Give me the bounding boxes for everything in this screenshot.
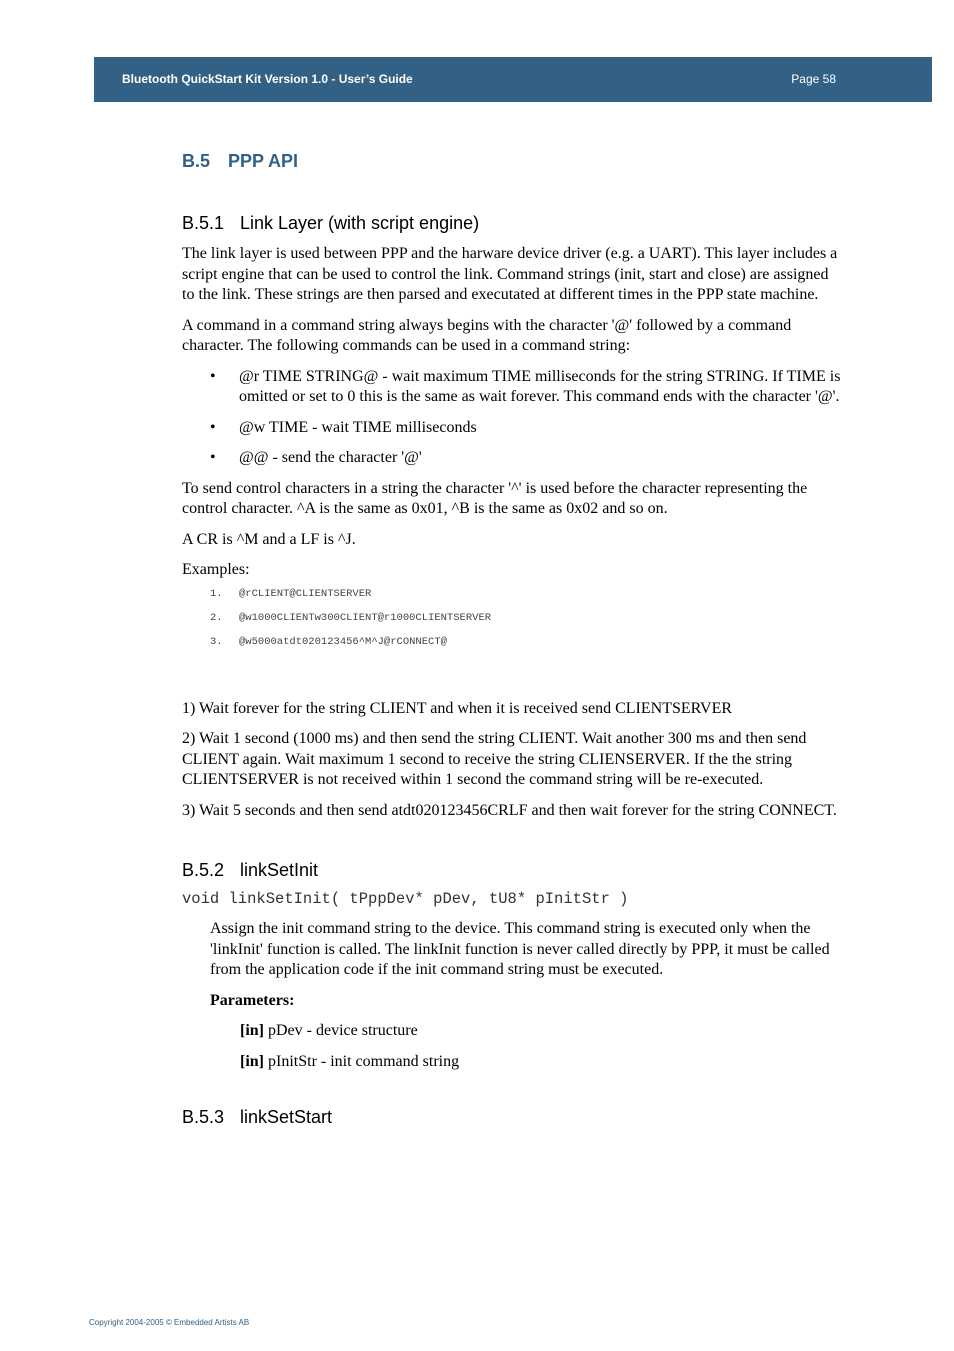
paragraph: To send control characters in a string the character '^' is used before the character representing the control character. ^A is the same as 0x01, ^B is the same as 0x02 and so on.	[182, 479, 808, 517]
bullet-icon: •	[210, 418, 216, 436]
example-number: 3.	[210, 635, 223, 648]
example-code: @w5000atdt020123456^M^J@rCONNECT@	[239, 635, 447, 648]
list-item-text: @w TIME - wait TIME milliseconds	[239, 418, 477, 436]
list-item-text: @@ - send the character '@'	[239, 449, 422, 466]
section-heading	[182, 150, 842, 172]
subsection-heading-1	[182, 212, 842, 234]
page-number: Page 58	[791, 72, 836, 86]
subsection-title: linkSetInit	[240, 860, 319, 880]
param-text: pDev - device structure	[264, 1022, 418, 1039]
subsection-number: B.5.2	[182, 860, 225, 880]
section-number: B.5	[182, 151, 211, 171]
list-item	[182, 448, 842, 469]
section-title: PPP API	[228, 151, 299, 171]
examples-list	[182, 587, 842, 649]
example-explanation: 2) Wait 1 second (1000 ms) and then send the string CLIENT. Wait another 300 ms and then send CLIENT again. Wait maximum 1 second to receive the string CLIENSERVER. If the the string CLIENTSERVER is not received within 1 second the command string will be re-executed.	[182, 730, 807, 788]
example-number: 2.	[210, 611, 223, 624]
subsection-number: B.5.1	[182, 213, 225, 233]
examples-label: Examples:	[182, 561, 250, 578]
example-number: 1.	[210, 587, 223, 600]
document-body	[182, 150, 842, 1128]
example-code: @rCLIENT@CLIENTSERVER	[239, 587, 372, 600]
example-explanation: 3) Wait 5 seconds and then send atdt020123456CRLF and then wait forever for the string CONNECT.	[182, 801, 837, 819]
bullet-icon: •	[210, 449, 216, 466]
code-example	[182, 635, 842, 649]
parameters-label: Parameters:	[210, 991, 295, 1009]
command-list	[182, 367, 842, 469]
example-explanation: 1) Wait forever for the string CLIENT and when it is received send CLIENTSERVER	[182, 699, 733, 717]
paragraph: A CR is ^M and a LF is ^J.	[182, 530, 356, 548]
param-direction: [in]	[240, 1052, 264, 1070]
list-item	[182, 367, 842, 408]
function-signature: void linkSetInit( tPppDev* pDev, tU8* pInitStr )	[182, 890, 629, 908]
list-item	[182, 418, 842, 439]
page-header	[94, 57, 932, 102]
copyright-footer: Copyright 2004-2005 © Embedded Artists AB	[89, 1318, 250, 1327]
list-item-text: @r TIME STRING@ - wait maximum TIME milliseconds for the string STRING. If TIME is omitted or set to 0 this is the same as wait forever. This command ends with the character '@'.	[239, 367, 841, 405]
code-example	[182, 587, 842, 601]
parameter	[240, 1052, 842, 1073]
paragraph: The link layer is used between PPP and the harware device driver (e.g. a UART). This layer includes a script engine that can be used to control the link. Command strings (init, start and close) are assigned to the link. These strings are then parsed and executated at different times in the PPP state machine.	[182, 245, 838, 303]
function-description: Assign the init command string to the device. This command string is executed only when the 'linkInit' function is called. The linkInit function is never called directly by PPP, it must be called from the application code if the init command string must be executed.	[210, 920, 830, 978]
param-text: pInitStr - init command string	[264, 1052, 460, 1070]
subsection-heading-2	[182, 859, 842, 881]
subsection-heading-3	[182, 1106, 842, 1128]
subsection-number: B.5.3	[182, 1107, 225, 1127]
subsection-title: Link Layer (with script engine)	[240, 213, 480, 233]
example-code: @w1000CLIENTw300CLIENT@r1000CLIENTSERVER	[239, 611, 492, 624]
param-direction: [in]	[240, 1022, 264, 1039]
parameter	[240, 1021, 842, 1042]
bullet-icon: •	[210, 367, 216, 385]
subsection-title: linkSetStart	[240, 1107, 333, 1127]
code-example	[182, 611, 842, 625]
header-title: Bluetooth QuickStart Kit Version 1.0 - User’s Guide	[122, 72, 413, 86]
paragraph: A command in a command string always begins with the character '@' followed by a command character. The following commands can be used in a command string:	[182, 316, 792, 354]
